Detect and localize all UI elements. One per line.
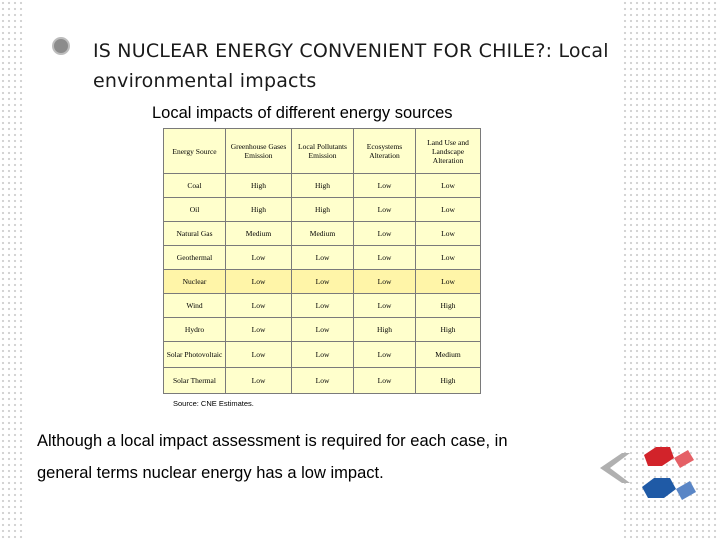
cell-pollutants: High: [292, 198, 354, 222]
cell-pollutants: Low: [292, 342, 354, 368]
cell-greenhouse: Low: [226, 294, 292, 318]
bullet-dot-icon: [52, 37, 70, 55]
row-label: Coal: [164, 174, 226, 198]
row-label: Solar Photovoltaic: [164, 342, 226, 368]
table-row: [164, 198, 481, 222]
header-energy-source: Energy Source: [164, 129, 226, 174]
cell-greenhouse: Low: [226, 342, 292, 368]
cell-land-use: Low: [416, 174, 481, 198]
header-land-use: Land Use and Landscape Alteration: [416, 129, 481, 174]
cell-greenhouse: Low: [226, 246, 292, 270]
table-row: [164, 246, 481, 270]
energy-impacts-table: [163, 128, 481, 394]
table-row: [164, 222, 481, 246]
row-label: Natural Gas: [164, 222, 226, 246]
conclusion-line-2: general terms nuclear energy has a low impact.: [37, 464, 384, 482]
table-row: [164, 174, 481, 198]
cell-pollutants: Low: [292, 368, 354, 394]
cell-land-use: Low: [416, 246, 481, 270]
cell-greenhouse: Low: [226, 270, 292, 294]
cell-land-use: High: [416, 294, 481, 318]
cell-ecosystems: Low: [354, 246, 416, 270]
table-row: [164, 342, 481, 368]
cell-ecosystems: High: [354, 318, 416, 342]
table-row-highlighted: [164, 270, 481, 294]
conclusion-line-1: Although a local impact assessment is required for each case, in: [37, 432, 508, 450]
cell-ecosystems: Low: [354, 174, 416, 198]
cell-greenhouse: Low: [226, 318, 292, 342]
cell-land-use: Low: [416, 222, 481, 246]
table-row: [164, 318, 481, 342]
table-row: [164, 368, 481, 394]
cell-land-use: Low: [416, 270, 481, 294]
row-label: Oil: [164, 198, 226, 222]
cell-ecosystems: Low: [354, 270, 416, 294]
row-label: Solar Thermal: [164, 368, 226, 394]
cell-pollutants: High: [292, 174, 354, 198]
cell-greenhouse: High: [226, 174, 292, 198]
row-label: Hydro: [164, 318, 226, 342]
cell-ecosystems: Low: [354, 342, 416, 368]
table-title: Local impacts of different energy sources: [152, 104, 453, 122]
dotted-border-left: [0, 0, 26, 540]
table-header-row: [164, 129, 481, 174]
cell-pollutants: Low: [292, 318, 354, 342]
row-label: Wind: [164, 294, 226, 318]
cell-pollutants: Low: [292, 246, 354, 270]
cell-greenhouse: High: [226, 198, 292, 222]
cell-ecosystems: Low: [354, 368, 416, 394]
cell-ecosystems: Low: [354, 222, 416, 246]
row-label: Geothermal: [164, 246, 226, 270]
cell-land-use: High: [416, 368, 481, 394]
header-local-pollutants: Local Pollutants Emission: [292, 129, 354, 174]
cell-ecosystems: Low: [354, 294, 416, 318]
cell-pollutants: Low: [292, 294, 354, 318]
table-row: [164, 294, 481, 318]
cell-pollutants: Medium: [292, 222, 354, 246]
cell-greenhouse: Low: [226, 368, 292, 394]
cell-land-use: High: [416, 318, 481, 342]
header-greenhouse-gases: Greenhouse Gases Emission: [226, 129, 292, 174]
source-note: Source: CNE Estimates.: [173, 399, 254, 408]
slide-title: IS NUCLEAR ENERGY CONVENIENT FOR CHILE?: Local environmental impacts: [93, 40, 609, 92]
row-label: Nuclear: [164, 270, 226, 294]
cell-pollutants: Low: [292, 270, 354, 294]
logo-icon: [596, 444, 700, 512]
cell-ecosystems: Low: [354, 198, 416, 222]
cell-land-use: Low: [416, 198, 481, 222]
header-ecosystems: Ecosystems Alteration: [354, 129, 416, 174]
cell-greenhouse: Medium: [226, 222, 292, 246]
cell-land-use: Medium: [416, 342, 481, 368]
